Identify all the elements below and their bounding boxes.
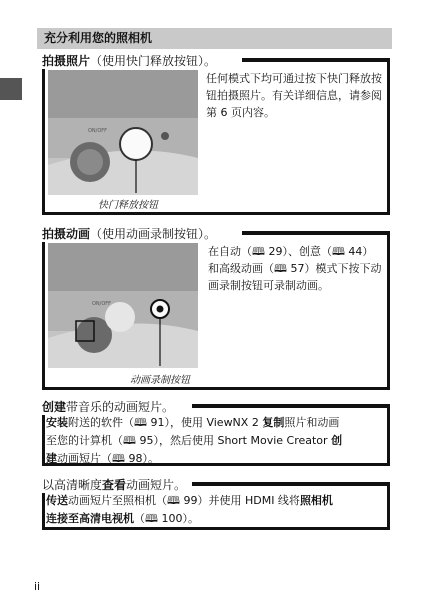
- plain-text: （🕮 100）。: [134, 512, 199, 525]
- heading-rest: 以高清晰度: [42, 478, 103, 492]
- page-number: ii: [34, 580, 41, 593]
- section-body: [46, 492, 390, 528]
- page-title: 充分利用您的照相机: [37, 28, 392, 49]
- plain-text: 动画短片至照相机（🕮 99）并使用 HDMI 线将: [68, 494, 300, 507]
- emph-text: 复制: [262, 416, 285, 429]
- heading-paren: （使用快门释放按钮）。: [90, 54, 217, 68]
- plain-text: 附送的软件（🕮 91），使用 ViewNX 2: [68, 416, 263, 429]
- heading-paren: （使用动画录制按钮）。: [90, 227, 217, 241]
- onoff-label: ON/OFF: [92, 301, 112, 307]
- hd-section: [42, 476, 390, 530]
- section-heading: [42, 398, 178, 415]
- title-rule: [242, 231, 390, 235]
- section-body: [46, 414, 390, 468]
- emph-text: 传送: [46, 494, 68, 507]
- title-rule: [192, 404, 390, 408]
- short-movie-section: [42, 398, 390, 466]
- chapter-tab: [0, 78, 22, 100]
- section-heading: [42, 476, 190, 493]
- shutter-caption: 快门释放按钮: [98, 200, 158, 211]
- camera-top-photo: [48, 70, 198, 195]
- section-heading: [42, 52, 220, 69]
- body-line: [46, 432, 390, 450]
- heading-bold: 拍摄动画: [42, 227, 91, 241]
- shutter-section: [42, 52, 390, 215]
- emph-text: 连接至高清电视机: [46, 512, 134, 525]
- movie-caption: 动画录制按钮: [130, 375, 190, 386]
- body-line: [46, 510, 390, 528]
- movie-section: [42, 225, 390, 390]
- emph-text: 安装: [46, 416, 68, 429]
- body-line: [46, 450, 390, 468]
- emph-text: 建: [46, 452, 57, 465]
- title-rule: [192, 482, 390, 486]
- body-line: [46, 492, 390, 510]
- section-description: 在自动（🕮 29）、创意（🕮 44）和高级动画（🕮 57）模式下按下动画录制按钮可录制动画。: [208, 245, 382, 292]
- heading-rest: 带音乐的动画短片。: [66, 400, 175, 414]
- camera-illustration: [48, 243, 198, 368]
- section-description: 任何模式下均可通过按下快门释放按钮拍摄照片。有关详细信息，请参阅第 6 页内容。: [206, 72, 382, 119]
- section-heading: [42, 225, 220, 242]
- heading-rest: 动画短片。: [126, 478, 187, 492]
- plain-text: 动画短片（🕮 98）。: [57, 452, 159, 465]
- heading-bold: 拍摄照片: [42, 54, 91, 68]
- emph-text: 创: [331, 434, 343, 447]
- body-line: [46, 414, 390, 432]
- plain-text: 照片和动画: [284, 416, 340, 429]
- camera-top-photo: [48, 243, 198, 368]
- onoff-label: ON/OFF: [88, 128, 108, 134]
- title-rule: [242, 58, 390, 62]
- camera-illustration: [48, 70, 198, 195]
- plain-text: 至您的计算机（🕮 95），然后使用 Short Movie Creator: [46, 434, 332, 447]
- emph-text: 照相机: [299, 494, 333, 507]
- heading-bold: 创建: [42, 400, 67, 414]
- heading-bold: 查看: [102, 478, 127, 492]
